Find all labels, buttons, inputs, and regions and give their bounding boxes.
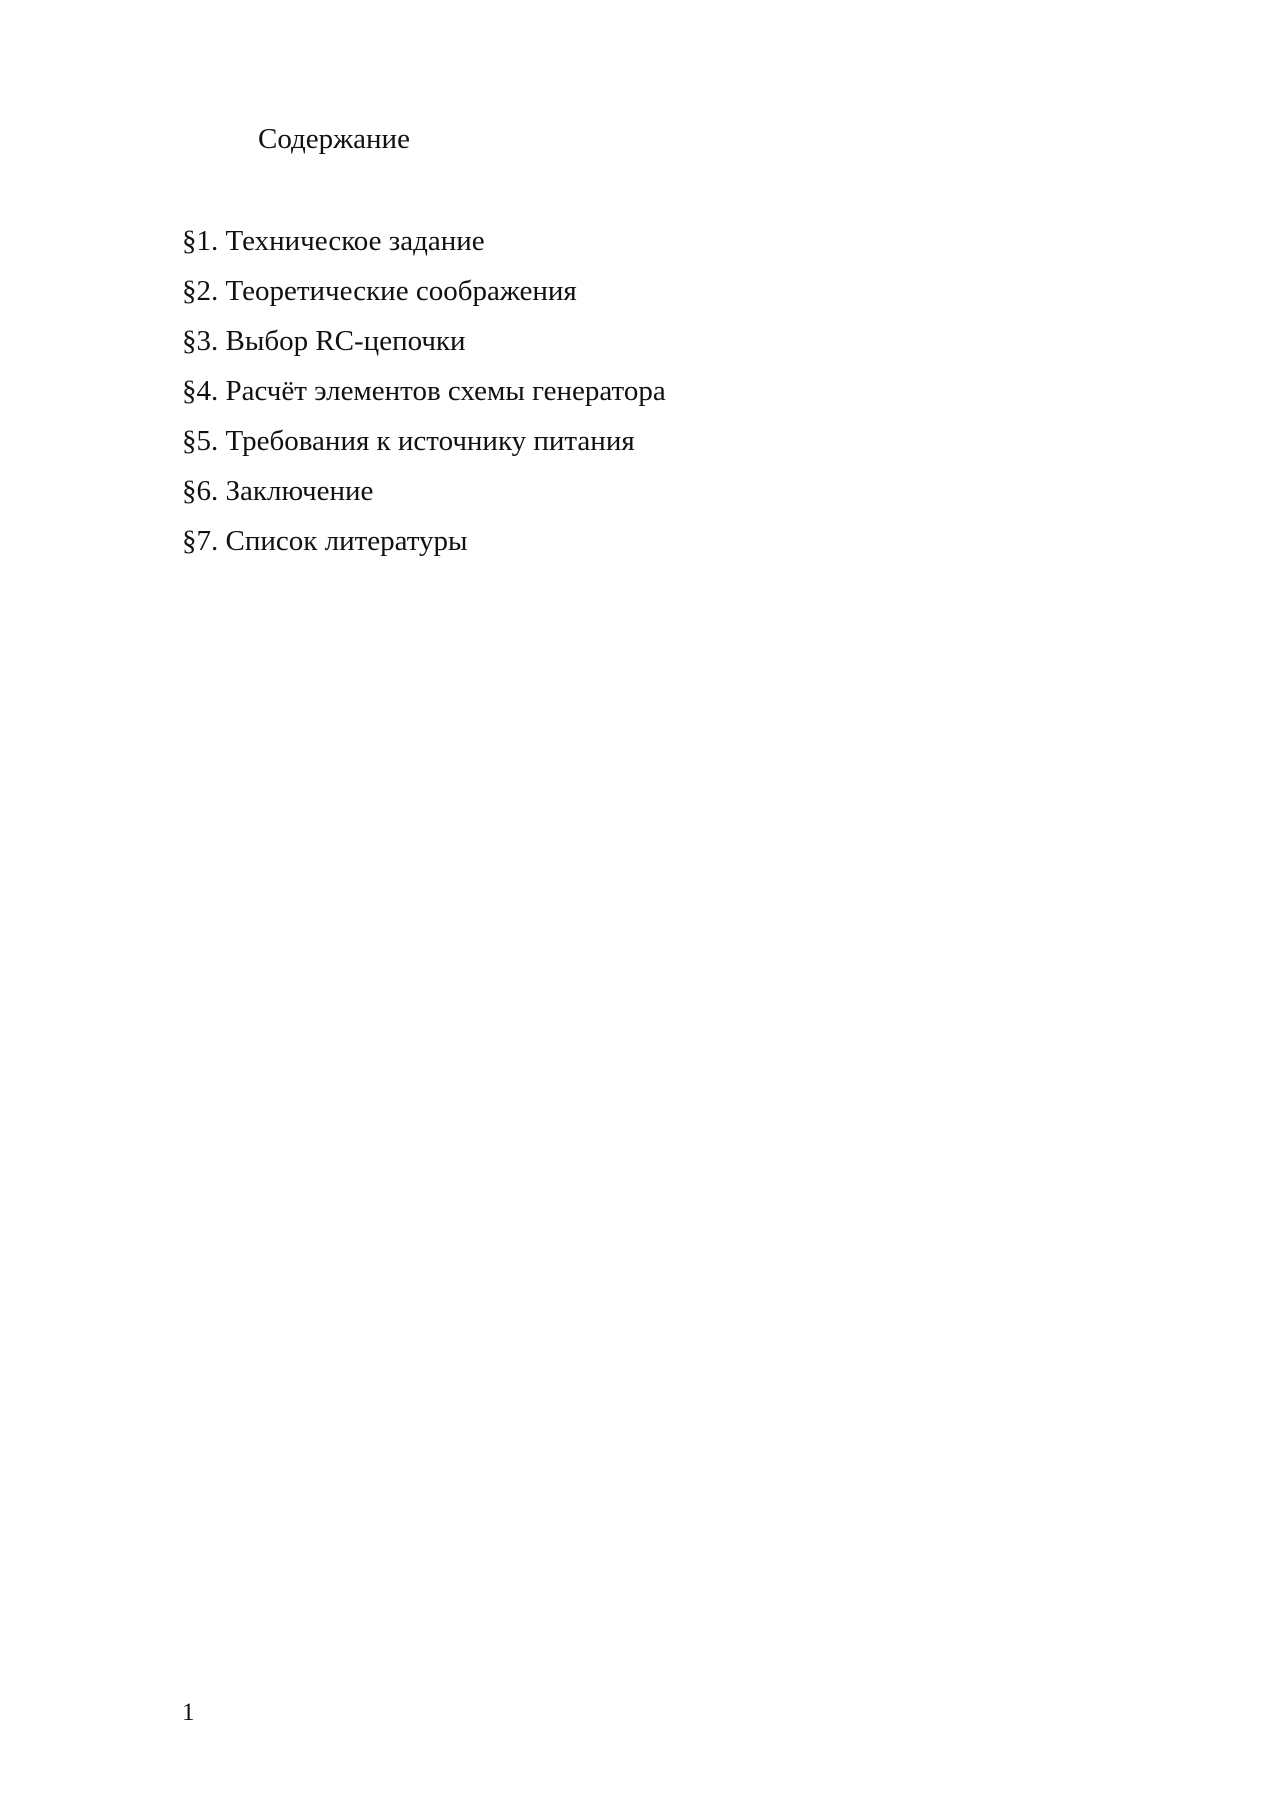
toc-item-5: §5. Требования к источнику питания: [182, 425, 635, 457]
toc-item-3: §3. Выбор RC-цепочки: [182, 325, 466, 357]
toc-item-1: §1. Техническое задание: [182, 225, 485, 257]
toc-item-6: §6. Заключение: [182, 475, 374, 507]
toc-item-4: §4. Расчёт элементов схемы генератора: [182, 375, 666, 407]
page-title: Содержание: [258, 123, 410, 155]
table-of-contents: [182, 221, 666, 571]
toc-item-7: §7. Список литературы: [182, 525, 468, 557]
page-number: 1: [182, 1699, 195, 1726]
toc-item-2: §2. Теоретические соображения: [182, 275, 577, 307]
